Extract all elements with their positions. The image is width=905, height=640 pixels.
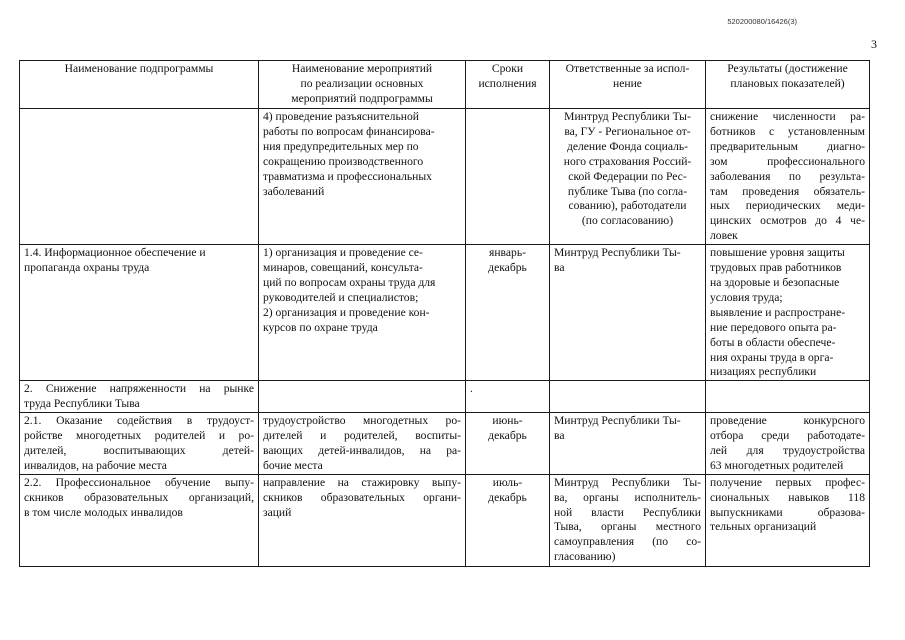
cell-subprogram: 2.2. Профессиональное обучение выпу- скников образовательных организаций, в том числе молодых инвалидов	[20, 474, 259, 566]
cell-period: .	[466, 381, 550, 413]
cell-results: получение первых профес- сиональных навыков 118 выпускниками образова- тельных организаций	[706, 474, 870, 566]
table-header-row	[20, 61, 870, 109]
cell-responsible: Минтруд Республики Ты- ва, органы исполнитель- ной власти Республики Тыва, органы местного самоуправления (по со- гласованию)	[550, 474, 706, 566]
cell-results: снижение численности ра- ботников с установленным предварительным диагно- зом профессионального заболевания по результа- там проведения обязатель- ных периодических меди- цинских осмотров до 4 че- ловек	[706, 109, 870, 245]
subprogram-table	[19, 60, 870, 567]
cell-activities: 4) проведение разъяснительной работы по вопросам финансирова- ния предупредительных мер по сокращению производственного травматизма и профессиональных заболеваний	[259, 109, 466, 245]
cell-results: повышение уровня защиты трудовых прав работников на здоровые и безопасные условия труда; выявление и распростране- ние передового опыта ра- боты в области обеспече- ния охраны труда в орга- низациях республики	[706, 245, 870, 381]
cell-results	[706, 381, 870, 413]
cell-responsible: Минтруд Республики Ты- ва	[550, 413, 706, 475]
cell-responsible: Минтруд Республики Ты- ва, ГУ - Региональное от- деление Фонда социаль- ного страхования Россий- ской Федерации по Рес- публике Тыва (по согла- сованию), работодатели (по согласованию)	[550, 109, 706, 245]
document-id: 520200080/16426(3)	[727, 17, 797, 26]
table-row	[20, 474, 870, 566]
cell-activities: трудоустройство многодетных ро- дителей и родителей, воспиты- вающих детей-инвалидов, на ра- бочие места	[259, 413, 466, 475]
cell-responsible: Минтруд Республики Ты- ва	[550, 245, 706, 381]
table-row	[20, 413, 870, 475]
header-period: Сроки исполнения	[466, 61, 550, 109]
cell-subprogram: 2. Снижение напряженности на рынке труда Республики Тыва	[20, 381, 259, 413]
cell-period: июнь- декабрь	[466, 413, 550, 475]
header-results: Результаты (достижение плановых показателей)	[706, 61, 870, 109]
page-number: 3	[871, 37, 877, 51]
cell-results: проведение конкурсного отбора среди работодате- лей для трудоустройства 63 многодетных родителей	[706, 413, 870, 475]
cell-activities	[259, 381, 466, 413]
cell-responsible	[550, 381, 706, 413]
header-responsible: Ответственные за испол- нение	[550, 61, 706, 109]
cell-period	[466, 109, 550, 245]
cell-subprogram: 2.1. Оказание содействия в трудоуст- ройстве многодетных родителей и ро- дителей, воспитывающих детей- инвалидов, на рабочие места	[20, 413, 259, 475]
header-subprogram: Наименование подпрограммы	[20, 61, 259, 109]
table-row	[20, 381, 870, 413]
cell-subprogram	[20, 109, 259, 245]
cell-activities: 1) организация и проведение се- минаров, совещаний, консульта- ций по вопросам охраны труда для руководителей и специалистов; 2) организация и проведение кон- курсов по охране труда	[259, 245, 466, 381]
header-activities: Наименование мероприятий по реализации основных мероприятий подпрограммы	[259, 61, 466, 109]
table-row	[20, 245, 870, 381]
cell-subprogram: 1.4. Информационное обеспечение и пропаганда охраны труда	[20, 245, 259, 381]
cell-period: январь- декабрь	[466, 245, 550, 381]
cell-activities: направление на стажировку выпу- скников образовательных органи- заций	[259, 474, 466, 566]
cell-period: июль- декабрь	[466, 474, 550, 566]
table-row	[20, 109, 870, 245]
